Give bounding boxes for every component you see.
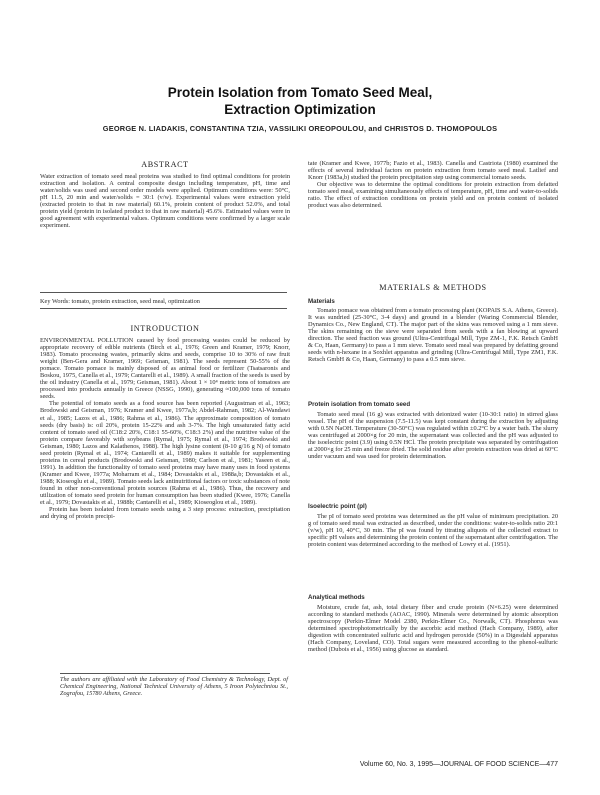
materials-text: Tomato pomace was obtained from a tomato processing plant (KOPAIS S.A. Athens, Greece). It was sundried (25-30°C, 3-4 days) and ground in a blender (Waring Commercial Blender, Dynamics Co., New England, CT). The major part of the skins was removed using a 1 mm sieve. The skins remaining on the sieve were separated from seeds with a fan blowing at upward direction. The seed fraction was ground (Ultra-Centrifugal Mill, Type ZM-1, F.K. Retsch GmbH & Co, Haan, Germany) to pass a 1 mm sieve. Tomato seed meal was prepared by defatting ground seeds with n-hexane in a Soxhlet apparatus and grinding (Ultra-Centrifugal Mill, Type ZM1, F.K. Retsch GmbH & Co, Haan, Germany) to pass a 0.5 mm sieve.: [308, 307, 558, 364]
article-title: [60, 84, 540, 118]
author-list: GEORGE N. LIADAKIS, CONSTANTINA TZIA, VASSILIKI OREOPOULOU, and CHRISTOS D. THOMOPOULOS: [102, 124, 498, 133]
introduction-body: [40, 337, 290, 663]
analytical-methods-text: Moisture, crude fat, ash, total dietary fiber and crude protein (N×6.25) were determined according to standard methods (AOAC, 1990). Minerals were determined by atomic absorption spectroscopy (Perkin-Elmer Model 2380, Perkin-Elmer Co., Norwalk, CT). Phosphorus was determined spectrophotometrically by the ascorbic acid method (Hach Company, 1989), after digestion with concentrated sulfuric acid and hydrogen peroxide (50%) in a Digesdahl apparatus (Hach Company, Loveland, CO). Total sugars were measured according to the phenol-sulfuric method (Dubois et al., 1956) using glucose as standard.: [308, 604, 558, 654]
affiliation-rule: [60, 673, 270, 674]
keywords: Key Words: tomato, protein extraction, seed meal, optimization: [40, 298, 200, 305]
author-affiliation: The authors are affiliated with the Laboratory of Food Chemistry & Technology, Dept. of Chemical Engineering, National Technical University of Athens, 5 Iroon Polytechniou St., Zografou, 15780 Athens, Greece.: [60, 676, 288, 698]
intro-paragraph-2: The potential of tomato seeds as a food source has been reported (Augustman et al., 1963; Brodowski and Geisman, 1976; Kramer and Kwee, 1977a,b; Abdel-Rahman, 1982; Al-Wandawi et al., 1985; Lazos et al., 1986; Rahma et al., 1986). The approximate composition of tomato seeds (dry basis) is: oil 20%, protein 15-22% and ash 3-7%. The high unsaturated fatty acid content of tomato seed oil (C18:2 20%, C18:1 55-60%, C18:3 2%) and the nutritive value of the protein compare favorably with soybeans (Rymal, 1975; Rymal et al., 1974; Brodowski and Geisman, 1980; Lazos and Kalathenos, 1988). The high lysine content (8-10 g/16 g N) of tomato seed protein (Rymal et al., 1974; Cantarelli et al., 1989) makes it suitable for supplementing proteins in cereal products (Brodowski and Geisman, 1980; Carlson et al., 1981; Yaseen et al., 1991). In addition the functionality of tomato seed proteins may have many uses in food systems (Kramer and Kwee, 1977a; Moharram et al., 1984; Dovastakis et al., 1988a,b; Dovastakis et al., 1988; Kioseoglu et al., 1989). Tomato seeds lack antinutritional factors or toxic substances of note found in other non-conventional protein sources (Rahma et al., 1986). Thus, the recovery and utilization of tomato seed protein for human consumption has been studied (Kwee, 1976; Canella et al., 1979; Dovastakis et al., 1988b; Cantarelli et al., 1989; Kioseoglou et al., 1989).: [40, 400, 290, 507]
title-line-1: Protein Isolation from Tomato Seed Meal,: [167, 85, 433, 100]
title-line-2: Extraction Optimization: [224, 102, 376, 117]
abstract-heading: ABSTRACT: [141, 160, 189, 169]
journal-footer: Volume 60, No. 3, 1995—JOURNAL OF FOOD SCIENCE—477: [359, 761, 558, 768]
isoelectric-point-subheading: Isoelectric point (pI): [308, 503, 367, 510]
analytical-methods-body: [308, 604, 558, 754]
protein-isolation-text: Tomato seed meal (16 g) was extracted with deionized water (10-30:1 ratio) in stirred glass vessel. The pH of the suspension (7.5-11.5) was kept constant during the extraction by adjusting with 0.5N NaOH. Temperature (30-50°C) was regulated within ±0.2°C by a water bath. The slurry was centrifuged at 2000×g for 20 min, the supernatant was collected and the pH was adjusted to the isoelectric point (3.9) using 0.5N HCl. The protein precipitate was separated by centrifugation at 2000×g for 25 min and freeze dried. The solid residue after protein extraction was dried at 60°C under vacuum and was used for protein determination.: [308, 411, 558, 461]
objective-paragraph: Our objective was to determine the optimal conditions for protein extraction from defatted tomato seed meal, examining simultaneously effects of temperature, pH, time and water-to-solids ratio. The effect of extraction conditions on protein yield and on protein content of isolated product was also determined.: [308, 181, 558, 210]
materials-body: [308, 307, 558, 393]
analytical-methods-subheading: Analytical methods: [308, 594, 365, 601]
materials-methods-heading: MATERIALS & METHODS: [379, 283, 487, 292]
intro-continued-paragraph: tate (Kramer and Kwee, 1977b; Fazio et al., 1983). Canella and Castriota (1980) examined the effects of several individual factors on protein extraction from tomato seed meal. Latlief and Knorr (1983a,b) studied the protein precipitation step using commercial tomato seeds.: [308, 160, 558, 182]
protein-isolation-body: [308, 411, 558, 497]
isoelectric-point-text: The pI of tomato seed proteins was determined as the pH value of minimum precipitation. 20 g of tomato seed meal was extracted as described, under the conditions: water-to-solids ratio 20:1 (v/w), pH 10, 40°C, 30 min. The pI was found by titrating aliquots of the collected extract to specific pH values and determining the protein content of the supernatant after centrifugation. The protein content was determined according to the method of Lowry et al. (1951).: [308, 513, 558, 549]
isoelectric-point-body: [308, 513, 558, 586]
abstract-body: [40, 173, 290, 287]
keyword-rule-top: [40, 292, 287, 293]
keyword-rule-bottom: [40, 308, 287, 309]
introduction-heading: INTRODUCTION: [130, 324, 200, 333]
right-column-intro: [308, 160, 558, 280]
intro-paragraph-1: ENVIRONMENTAL POLLUTION caused by food processing wastes could be reduced by appropriate recovery of edible nutrients (Birch et al., 1976; Green and Kramer, 1979; Knorr, 1983). Tomato processing wastes, primarily skins and seeds, comprise 10 to 30% of raw fruit weight (Ben-Gera and Kramer, 1969; Geisman, 1981). The seeds represent 50-55% of the pomace. Tomato pomace is mainly disposed of as animal food or fertilizer (Tsatsaronis and Boskou, 1975, Canella et al., 1979; Cantarelli et al., 1989). A small fraction of the seeds is used by the oil industry (Canella et al., 1979; Geisman, 1981). About 1 × 10⁴ metric tons of tomatoes are processed into products annually in Greece (NSSG, 1990), generating ≈100,000 tons of tomato seeds.: [40, 337, 290, 401]
materials-subheading: Materials: [308, 298, 335, 305]
intro-paragraph-3: Protein has been isolated from tomato seeds using a 3 step process: extraction, precipitation and drying of protein precipi-: [40, 506, 290, 521]
protein-isolation-subheading: Protein isolation from tomato seed: [308, 401, 411, 408]
abstract-text: Water extraction of tomato seed meal proteins was studied to find optimal conditions for protein extraction and isolation. A central composite design including temperature, pH, time and water/solids was used and second order models were applied. Optimum conditions were: 50°C, pH 11.5, 20 min and water/solids = 30:1 (v/w). Experimental values were extraction yield (extracted protein to that in raw material) 60.1%, protein content of product 52.0%, and total protein yield (protein in isolated product to that in raw material) 45.6%. Estimated values were in good agreement with experimental values. Optimum conditions were confirmed by a larger scale experiment.: [40, 173, 290, 230]
